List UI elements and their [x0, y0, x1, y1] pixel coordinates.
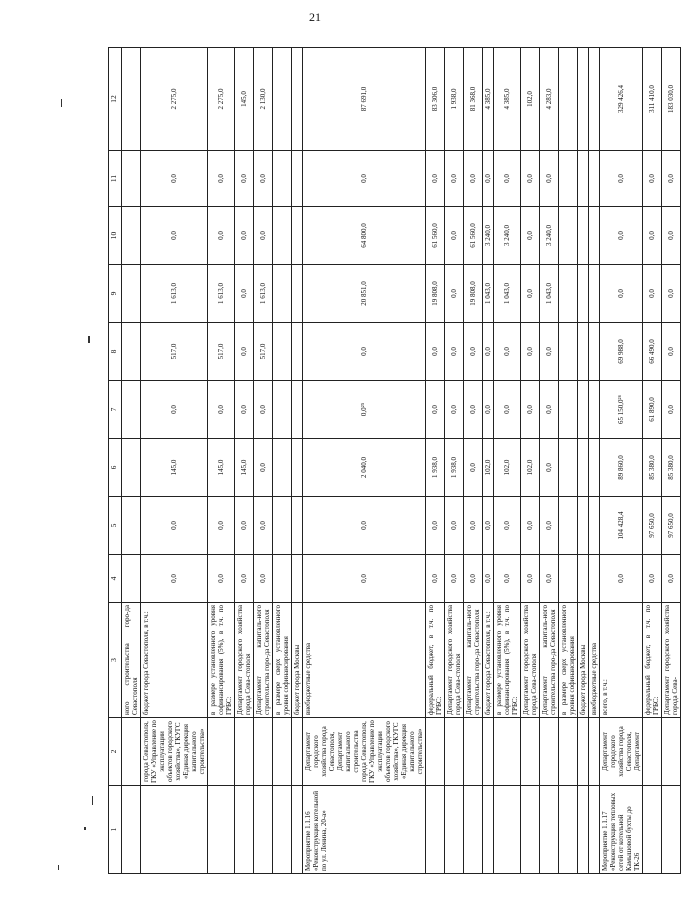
column-header: 2: [109, 718, 122, 786]
table-cell: [483, 786, 494, 874]
table-cell: 0,0: [662, 555, 681, 603]
table-cell: 311 410,0: [643, 48, 662, 151]
table-cell: [589, 48, 600, 151]
table-cell: 1 938,0: [445, 48, 464, 151]
table-cell: 0,0: [254, 439, 273, 497]
table-cell: 1 938,0: [426, 439, 445, 497]
table-cell: 85 380,0: [662, 439, 681, 497]
table-cell: 0,0: [426, 323, 445, 381]
table-cell: 0,0: [483, 151, 494, 207]
table-cell: 0,0: [464, 381, 483, 439]
table-row: [494, 48, 521, 874]
column-header: 7: [109, 381, 122, 439]
table-cell: [578, 381, 589, 439]
table-cell: 3 240,0: [494, 207, 521, 265]
table-cell: бюджет города Москвы: [292, 603, 303, 718]
table-cell: [292, 48, 303, 151]
header-row: [109, 48, 122, 874]
table-cell: Департамент городского хозяйства города Севастополя, Департамент: [600, 718, 643, 786]
table-cell: [273, 48, 292, 151]
table-cell: 0,0: [540, 497, 559, 555]
scan-speck: [61, 99, 62, 107]
table-cell: [540, 718, 559, 786]
table-cell: 0,0: [464, 497, 483, 555]
table-row: [662, 48, 681, 874]
table-cell: [292, 151, 303, 207]
table-cell: 19 808,0: [464, 265, 483, 323]
table-cell: 0,0: [235, 497, 254, 555]
table-cell: [589, 555, 600, 603]
table-cell: Департамент городского хозяйства города Сева-стополя: [521, 603, 540, 718]
table-cell: [559, 48, 578, 151]
table-cell: 0,0: [141, 151, 208, 207]
table-cell: 0,0: [426, 381, 445, 439]
table-cell: 145,0: [235, 439, 254, 497]
table-cell: Мероприятие 1.1.17 «Реконструкция тепловых сетей от котельной Камышовой бухты до ТК-26: [600, 786, 643, 874]
table-cell: 0,0: [235, 207, 254, 265]
table-cell: [559, 718, 578, 786]
table-cell: 83 306,0: [426, 48, 445, 151]
table-cell: 0,0: [235, 151, 254, 207]
table-cell: 0,0: [540, 381, 559, 439]
funding-table: [108, 47, 681, 874]
table-cell: 0,0: [600, 151, 643, 207]
table-row: [600, 48, 643, 874]
table-cell: 19 808,0: [426, 265, 445, 323]
table-cell: бюджет города Москвы: [578, 603, 589, 718]
column-header: 5: [109, 497, 122, 555]
table-cell: [464, 718, 483, 786]
table-cell: Департамент городского хозяйства города Сева-: [662, 603, 681, 718]
table-cell: [578, 555, 589, 603]
table-cell: Департамент капиталь-ного строительства горо-да Севастополя: [540, 603, 559, 718]
table-cell: 1 613,0: [141, 265, 208, 323]
table-cell: 0,0: [643, 207, 662, 265]
table-cell: 0,0: [643, 265, 662, 323]
table-cell: 0,0: [141, 555, 208, 603]
table-cell: [122, 265, 141, 323]
column-header: 6: [109, 439, 122, 497]
table-cell: 102,0: [483, 439, 494, 497]
table-cell: 0,0: [494, 497, 521, 555]
table-cell: ного строительства горо-да Севастополя: [122, 603, 141, 718]
table-cell: 0,0: [494, 555, 521, 603]
table-row: [292, 48, 303, 874]
table-cell: 0,0: [141, 381, 208, 439]
table-cell: 0,0: [208, 497, 235, 555]
table-cell: [292, 786, 303, 874]
table-cell: 1 613,0: [254, 265, 273, 323]
table-row: [589, 48, 600, 874]
table-cell: 0,0: [303, 497, 426, 555]
table-cell: 0,0: [643, 151, 662, 207]
table-cell: [662, 718, 681, 786]
table-cell: [122, 207, 141, 265]
table-cell: Департамент городского хозяйства города Севастополя, Департамент капитального строительства города Севастополя, ГКУ «Управление по эксплуатации объектов городского хозяйства», ГКУГС «Единая дирекция капитального строительства»: [303, 718, 426, 786]
table-cell: внебюджетные средства: [303, 603, 426, 718]
table-cell: в размере сверх установленного уровня софинансирования: [559, 603, 578, 718]
table-cell: [122, 151, 141, 207]
table-cell: 0,0: [254, 151, 273, 207]
table-cell: [273, 786, 292, 874]
table-row: [643, 48, 662, 874]
table-cell: [559, 207, 578, 265]
table-cell: 0,0: [494, 381, 521, 439]
table-cell: 104 428,4: [600, 497, 643, 555]
table-cell: [589, 786, 600, 874]
table-cell: 0,0: [254, 497, 273, 555]
table-cell: [273, 323, 292, 381]
scan-speck: [88, 336, 90, 343]
table-cell: [122, 718, 141, 786]
column-header: 9: [109, 265, 122, 323]
table-cell: Мероприятие 1.1.16 «Реконструкция котельной по ул. Ленина, 20-а»: [303, 786, 426, 874]
table-row: [426, 48, 445, 874]
table-cell: 0,0: [445, 323, 464, 381]
table-cell: 0,0: [254, 207, 273, 265]
table-cell: [578, 497, 589, 555]
scan-speck: [58, 865, 59, 870]
table-cell: 0,0: [521, 207, 540, 265]
column-header: 4: [109, 555, 122, 603]
table-cell: 0,0: [208, 381, 235, 439]
table-cell: 61 560,0: [426, 207, 445, 265]
table-row: [559, 48, 578, 874]
table-cell: 2 275,0: [208, 48, 235, 151]
table-cell: 0,0: [483, 381, 494, 439]
table-cell: [122, 381, 141, 439]
table-cell: 1 043,0: [483, 265, 494, 323]
table-cell: [483, 718, 494, 786]
table-row: [483, 48, 494, 874]
table-cell: 2 130,0: [254, 48, 273, 151]
table-cell: 0,0: [662, 323, 681, 381]
table-cell: 517,0: [141, 323, 208, 381]
table-cell: федеральный бюджет, в т.ч. по ГРБС:: [643, 603, 662, 718]
table-cell: [578, 48, 589, 151]
table-cell: 0,0: [521, 381, 540, 439]
table-cell: в размере установленного уровня софинансирования (5%), в т.ч. по ГРБС:: [208, 603, 235, 718]
table-cell: 0,0: [303, 323, 426, 381]
table-cell: 0,0: [521, 151, 540, 207]
table-cell: 1 938,0: [445, 439, 464, 497]
table-cell: 4 385,0: [483, 48, 494, 151]
table-cell: [273, 439, 292, 497]
table-cell: [292, 718, 303, 786]
table-cell: 64 800,0: [303, 207, 426, 265]
table-row: [254, 48, 273, 874]
table-cell: 0,0: [254, 381, 273, 439]
table-cell: 0,0: [464, 151, 483, 207]
table-cell: [578, 151, 589, 207]
table-cell: [589, 265, 600, 323]
table-cell: [292, 207, 303, 265]
table-cell: 102,0: [521, 439, 540, 497]
table-cell: 329 426,4: [600, 48, 643, 151]
table-cell: [445, 786, 464, 874]
table-cell: 97 650,0: [643, 497, 662, 555]
table-cell: бюджет города Севастополя, в т.ч.:: [483, 603, 494, 718]
table-cell: [292, 497, 303, 555]
table-cell: Департамент городского хозяйства города Сева-стополя: [445, 603, 464, 718]
table-cell: [235, 786, 254, 874]
table-cell: 0,0: [483, 555, 494, 603]
table-cell: [273, 555, 292, 603]
table-cell: Департамент капиталь-ного строительства горо-да Севастополя: [464, 603, 483, 718]
table-cell: бюджет города Севастополя, в т.ч.:: [141, 603, 208, 718]
table-cell: [589, 381, 600, 439]
table-cell: [254, 786, 273, 874]
table-cell: 102,0: [494, 439, 521, 497]
table-cell: 20 851,0: [303, 265, 426, 323]
table-cell: 0,0: [141, 497, 208, 555]
table-cell: 89 860,0: [600, 439, 643, 497]
table-cell: 3 240,0: [483, 207, 494, 265]
table-cell: [559, 555, 578, 603]
column-header: 3: [109, 603, 122, 718]
table-cell: города Севастополя, ГКУ «Управление по эксплуатации объектов городского хозяйства», ГКУГС «Единая дирекция капитального строительства»: [141, 718, 208, 786]
table-cell: [578, 265, 589, 323]
table-cell: 0,0: [662, 207, 681, 265]
table-cell: [292, 323, 303, 381]
scan-speck: [92, 796, 93, 805]
table-cell: 0,0: [521, 555, 540, 603]
table-cell: 0,0: [235, 265, 254, 323]
table-cell: в размере сверх установленного уровня софинансирования: [273, 603, 292, 718]
table-cell: [292, 555, 303, 603]
table-cell: [464, 786, 483, 874]
table-cell: 0,0: [600, 207, 643, 265]
table-cell: 0,0: [445, 265, 464, 323]
table-cell: [494, 786, 521, 874]
table-cell: 0,0: [303, 151, 426, 207]
table-cell: [122, 439, 141, 497]
table-cell: Департамент городского хозяйства города Сева-стополя: [235, 603, 254, 718]
table-cell: 0,0: [494, 151, 521, 207]
table-cell: 0,0: [521, 497, 540, 555]
table-cell: 0,0: [494, 323, 521, 381]
table-cell: 2 040,0: [303, 439, 426, 497]
table-cell: 183 030,0: [662, 48, 681, 151]
table-cell: 0,0: [445, 497, 464, 555]
table-cell: 0,0: [208, 555, 235, 603]
table-cell: [589, 323, 600, 381]
table-cell: 1 043,0: [494, 265, 521, 323]
column-header: 10: [109, 207, 122, 265]
table-cell: 4 283,0: [540, 48, 559, 151]
table-cell: 0,0: [540, 439, 559, 497]
table-cell: [578, 718, 589, 786]
table-cell: 0,0: [600, 555, 643, 603]
table-cell: 0,0: [464, 555, 483, 603]
table-cell: [292, 265, 303, 323]
table-cell: [426, 786, 445, 874]
table-cell: [589, 718, 600, 786]
table-cell: [559, 786, 578, 874]
table-cell: [589, 439, 600, 497]
table-cell: [521, 718, 540, 786]
table-cell: 0,0: [540, 151, 559, 207]
scan-speck: [84, 827, 86, 830]
table-cell: 0,0: [235, 381, 254, 439]
table-cell: [578, 439, 589, 497]
table-cell: [559, 381, 578, 439]
table-cell: 4 385,0: [494, 48, 521, 151]
table-cell: [521, 786, 540, 874]
table-cell: 0,0: [254, 555, 273, 603]
column-header: 12: [109, 48, 122, 151]
table-cell: [122, 323, 141, 381]
table-cell: 1 043,0: [540, 265, 559, 323]
table-cell: 0,0: [521, 265, 540, 323]
table-cell: 0,0: [426, 555, 445, 603]
table-cell: 517,0: [254, 323, 273, 381]
table-cell: 0,0: [662, 381, 681, 439]
table-cell: 0,0: [600, 265, 643, 323]
table-cell: [559, 265, 578, 323]
table-cell: 0,0: [643, 555, 662, 603]
table-cell: 0,0: [540, 323, 559, 381]
table-cell: 0,0: [445, 207, 464, 265]
table-cell: 61 890,0: [643, 381, 662, 439]
table-body: [122, 48, 681, 874]
table-cell: 2 275,0: [141, 48, 208, 151]
table-row: [445, 48, 464, 874]
table-cell: 102,0: [521, 48, 540, 151]
table-cell: [643, 718, 662, 786]
table-cell: [559, 497, 578, 555]
table-cell: [643, 786, 662, 874]
table-cell: 517,0: [208, 323, 235, 381]
table-cell: [662, 786, 681, 874]
table-cell: 0,0: [303, 555, 426, 603]
table-cell: 0,0: [235, 555, 254, 603]
table-cell: Департамент капиталь-ного строительства горо-да Севастополя: [254, 603, 273, 718]
table-cell: [292, 381, 303, 439]
table-cell: [559, 323, 578, 381]
table-cell: 0,0: [445, 381, 464, 439]
table-row: [578, 48, 589, 874]
table-cell: 0,0: [464, 323, 483, 381]
table-cell: [445, 718, 464, 786]
table-cell: 0,0: [540, 555, 559, 603]
table-cell: 0,0: [141, 207, 208, 265]
table-row: [540, 48, 559, 874]
table-cell: 0,0: [445, 555, 464, 603]
table-cell: 85 380,0: [643, 439, 662, 497]
table-cell: [589, 151, 600, 207]
table-cell: 0,0: [521, 323, 540, 381]
table-cell: 69 988,0: [600, 323, 643, 381]
table-cell: 145,0: [235, 48, 254, 151]
table-cell: [589, 497, 600, 555]
table-cell: [273, 265, 292, 323]
table-cell: 3 240,0: [540, 207, 559, 265]
table-cell: 0,0: [208, 151, 235, 207]
table-cell: федеральный бюджет, в т.ч. по ГРБС:: [426, 603, 445, 718]
table-cell: 145,0: [208, 439, 235, 497]
table-cell: [559, 151, 578, 207]
table-cell: [273, 151, 292, 207]
table-cell: 0,0: [426, 497, 445, 555]
table-row: [464, 48, 483, 874]
table-row: [273, 48, 292, 874]
table-cell: [122, 786, 141, 874]
table-cell: [578, 207, 589, 265]
table-cell: [559, 439, 578, 497]
table-cell: [141, 786, 208, 874]
table-cell: [122, 497, 141, 555]
table-cell: 0,0: [483, 323, 494, 381]
table-cell: 0,0: [483, 497, 494, 555]
table-cell: в размере установленного уровня софинансирования (5%), в т.ч. по ГРБС:: [494, 603, 521, 718]
table-cell: [254, 718, 273, 786]
table-cell: 0,0²⁵: [303, 381, 426, 439]
table-cell: [273, 381, 292, 439]
table-cell: [208, 786, 235, 874]
column-header: 1: [109, 786, 122, 874]
table-cell: 145,0: [141, 439, 208, 497]
table-cell: 87 691,0: [303, 48, 426, 151]
table-cell: 0,0: [208, 207, 235, 265]
table-cell: [578, 786, 589, 874]
table-cell: 97 650,0: [662, 497, 681, 555]
table-cell: 0,0: [445, 151, 464, 207]
table-cell: [589, 207, 600, 265]
table-row: [141, 48, 208, 874]
table-cell: 81 368,0: [464, 48, 483, 151]
table-cell: [540, 786, 559, 874]
table-cell: 61 560,0: [464, 207, 483, 265]
table-cell: 0,0: [464, 439, 483, 497]
page-number: 21: [309, 10, 321, 24]
table-row: [122, 48, 141, 874]
table-cell: [273, 718, 292, 786]
table-cell: [426, 718, 445, 786]
table-cell: [273, 207, 292, 265]
column-header: 8: [109, 323, 122, 381]
table-cell: [235, 718, 254, 786]
table-cell: [122, 48, 141, 151]
table-cell: 66 490,0: [643, 323, 662, 381]
table-cell: внебюджетные средства: [589, 603, 600, 718]
table-cell: [273, 497, 292, 555]
table-cell: [292, 439, 303, 497]
rotated-sheet: [108, 48, 679, 874]
table-cell: 0,0: [662, 151, 681, 207]
table-cell: [122, 555, 141, 603]
table-cell: [578, 323, 589, 381]
table-cell: 0,0: [426, 151, 445, 207]
table-row: [235, 48, 254, 874]
table-row: [208, 48, 235, 874]
table-cell: всего, в т.ч.:: [600, 603, 643, 718]
table-cell: 65 150,0²⁶: [600, 381, 643, 439]
table-cell: 0,0: [662, 265, 681, 323]
table-cell: [208, 718, 235, 786]
column-header: 11: [109, 151, 122, 207]
table-cell: 0,0: [235, 323, 254, 381]
table-row: [521, 48, 540, 874]
table-row: [303, 48, 426, 874]
table-cell: 1 613,0: [208, 265, 235, 323]
table-cell: [494, 718, 521, 786]
